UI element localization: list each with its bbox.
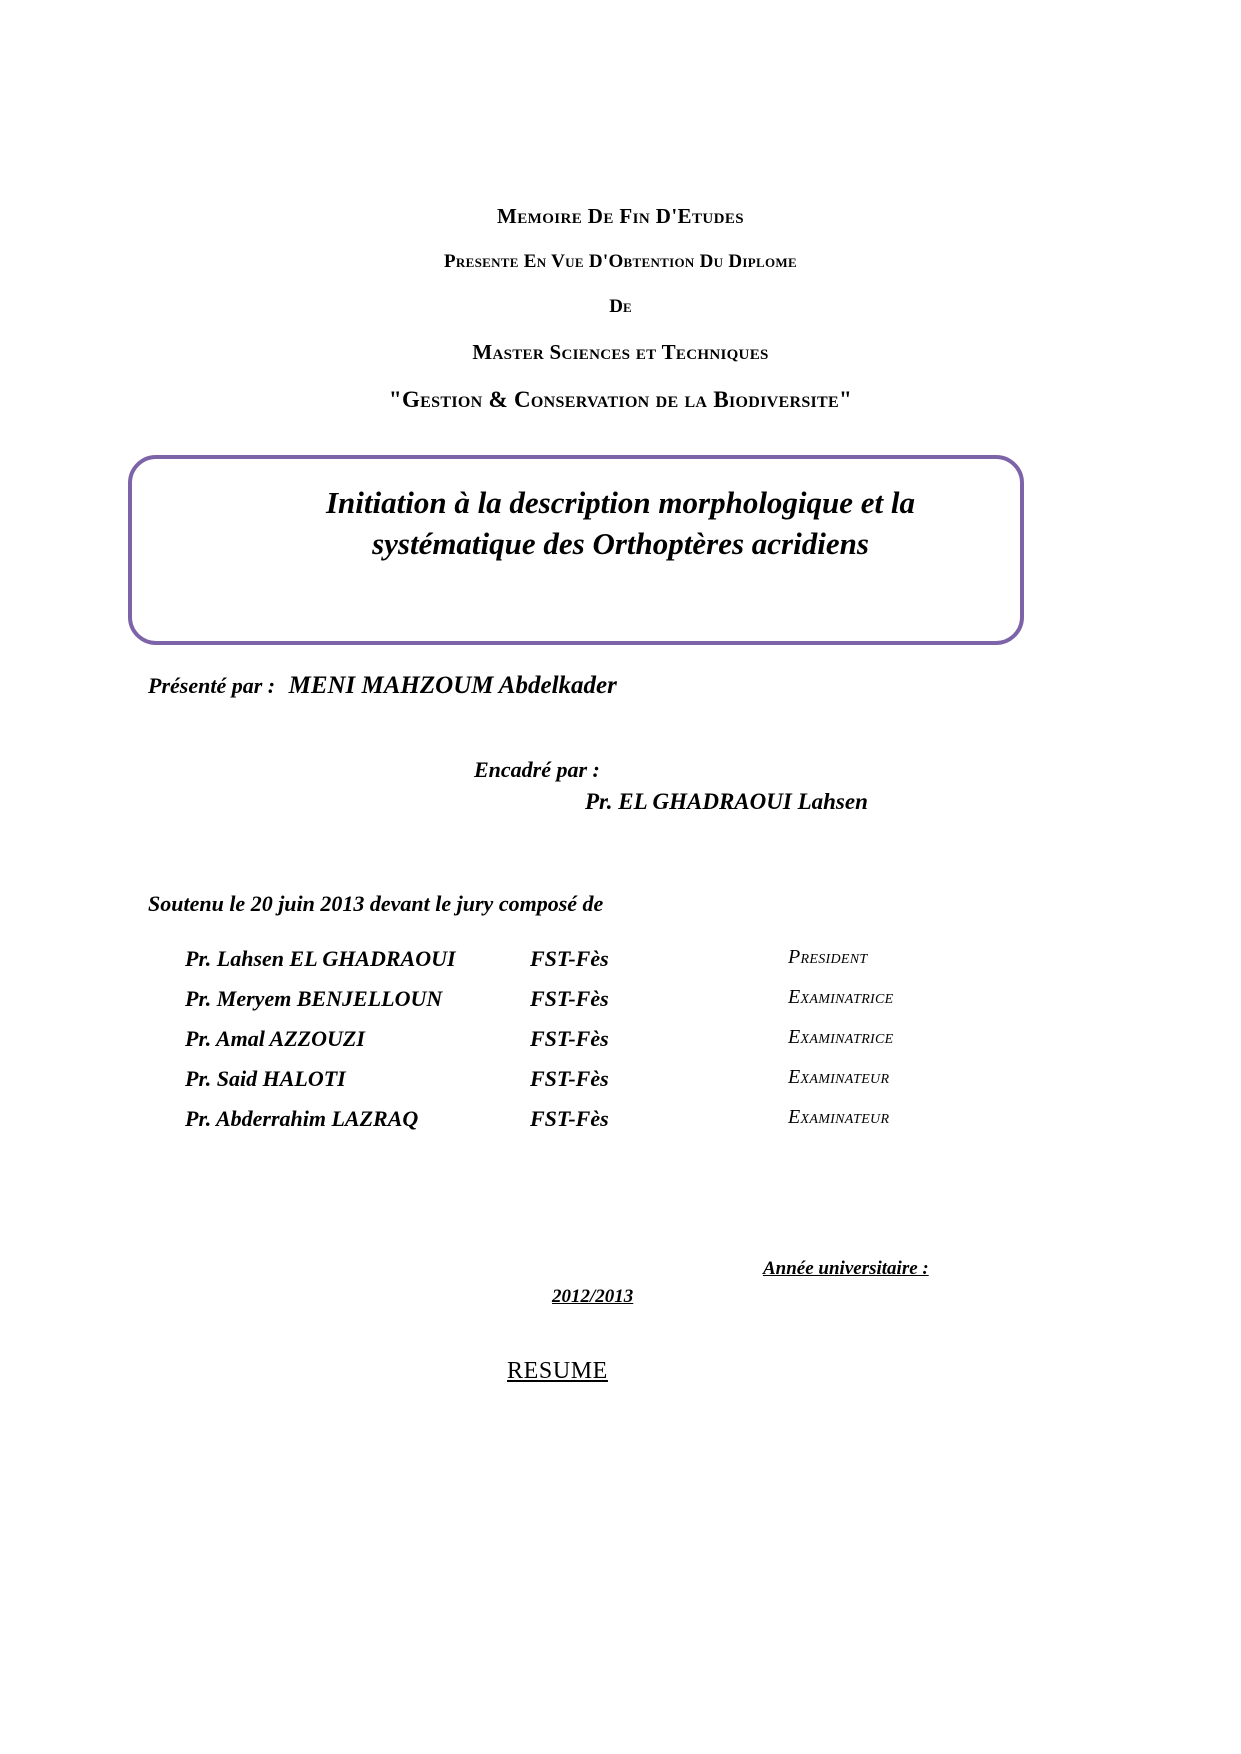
jury-row	[0, 1106, 1241, 1146]
supervisor-label: Encadré par :	[474, 757, 600, 782]
academic-year-value: 2012/2013	[552, 1286, 634, 1307]
jury-member-institution: FST-Fès	[530, 986, 609, 1011]
jury-row	[0, 1066, 1241, 1106]
defense-date-line: Soutenu le 20 juin 2013 devant le jury composé de	[148, 891, 604, 916]
jury-row	[0, 1026, 1241, 1066]
document-type-line: Memoire De Fin D'Etudes	[497, 204, 744, 228]
jury-member-institution: FST-Fès	[530, 1066, 609, 1091]
jury-member-role: Examinatrice	[788, 1026, 894, 1048]
thesis-title	[0, 483, 1241, 565]
master-program-line: Master Sciences et Techniques	[472, 340, 769, 364]
jury-member-role: President	[788, 946, 868, 968]
jury-member-name: Pr. Abderrahim LAZRAQ	[185, 1106, 419, 1131]
specialty-line: "Gestion & Conservation de la Biodiversite"	[388, 387, 853, 412]
thesis-title-line2: systématique des Orthoptères acridiens	[372, 525, 869, 561]
jury-member-name: Pr. Said HALOTI	[185, 1066, 346, 1091]
de-line: De	[609, 296, 632, 317]
author-name: MENI MAHZOUM Abdelkader	[288, 672, 617, 699]
presented-by-line	[148, 672, 617, 700]
thesis-title-line1: Initiation à la description morphologique et la	[325, 485, 916, 520]
diploma-purpose-line: Presente En Vue D'Obtention Du Diplome	[444, 251, 797, 272]
jury-member-role: Examinateur	[788, 1106, 890, 1128]
jury-member-name: Pr. Amal AZZOUZI	[185, 1026, 365, 1051]
supervisor-name: Pr. EL GHADRAOUI Lahsen	[585, 789, 868, 814]
academic-year-label: Année universitaire :	[763, 1258, 929, 1279]
jury-member-role: Examinatrice	[788, 986, 894, 1008]
presented-by-label: Présenté par :	[148, 673, 276, 698]
jury-member-role: Examinateur	[788, 1066, 890, 1088]
jury-member-name: Pr. Lahsen EL GHADRAOUI	[185, 946, 456, 971]
jury-row	[0, 986, 1241, 1026]
jury-member-institution: FST-Fès	[530, 946, 609, 971]
jury-row	[0, 946, 1241, 986]
jury-table	[0, 946, 1241, 1146]
jury-member-name: Pr. Meryem BENJELLOUN	[185, 986, 443, 1011]
resume-heading: RESUME	[507, 1358, 608, 1384]
jury-member-institution: FST-Fès	[530, 1026, 609, 1051]
jury-member-institution: FST-Fès	[530, 1106, 609, 1131]
